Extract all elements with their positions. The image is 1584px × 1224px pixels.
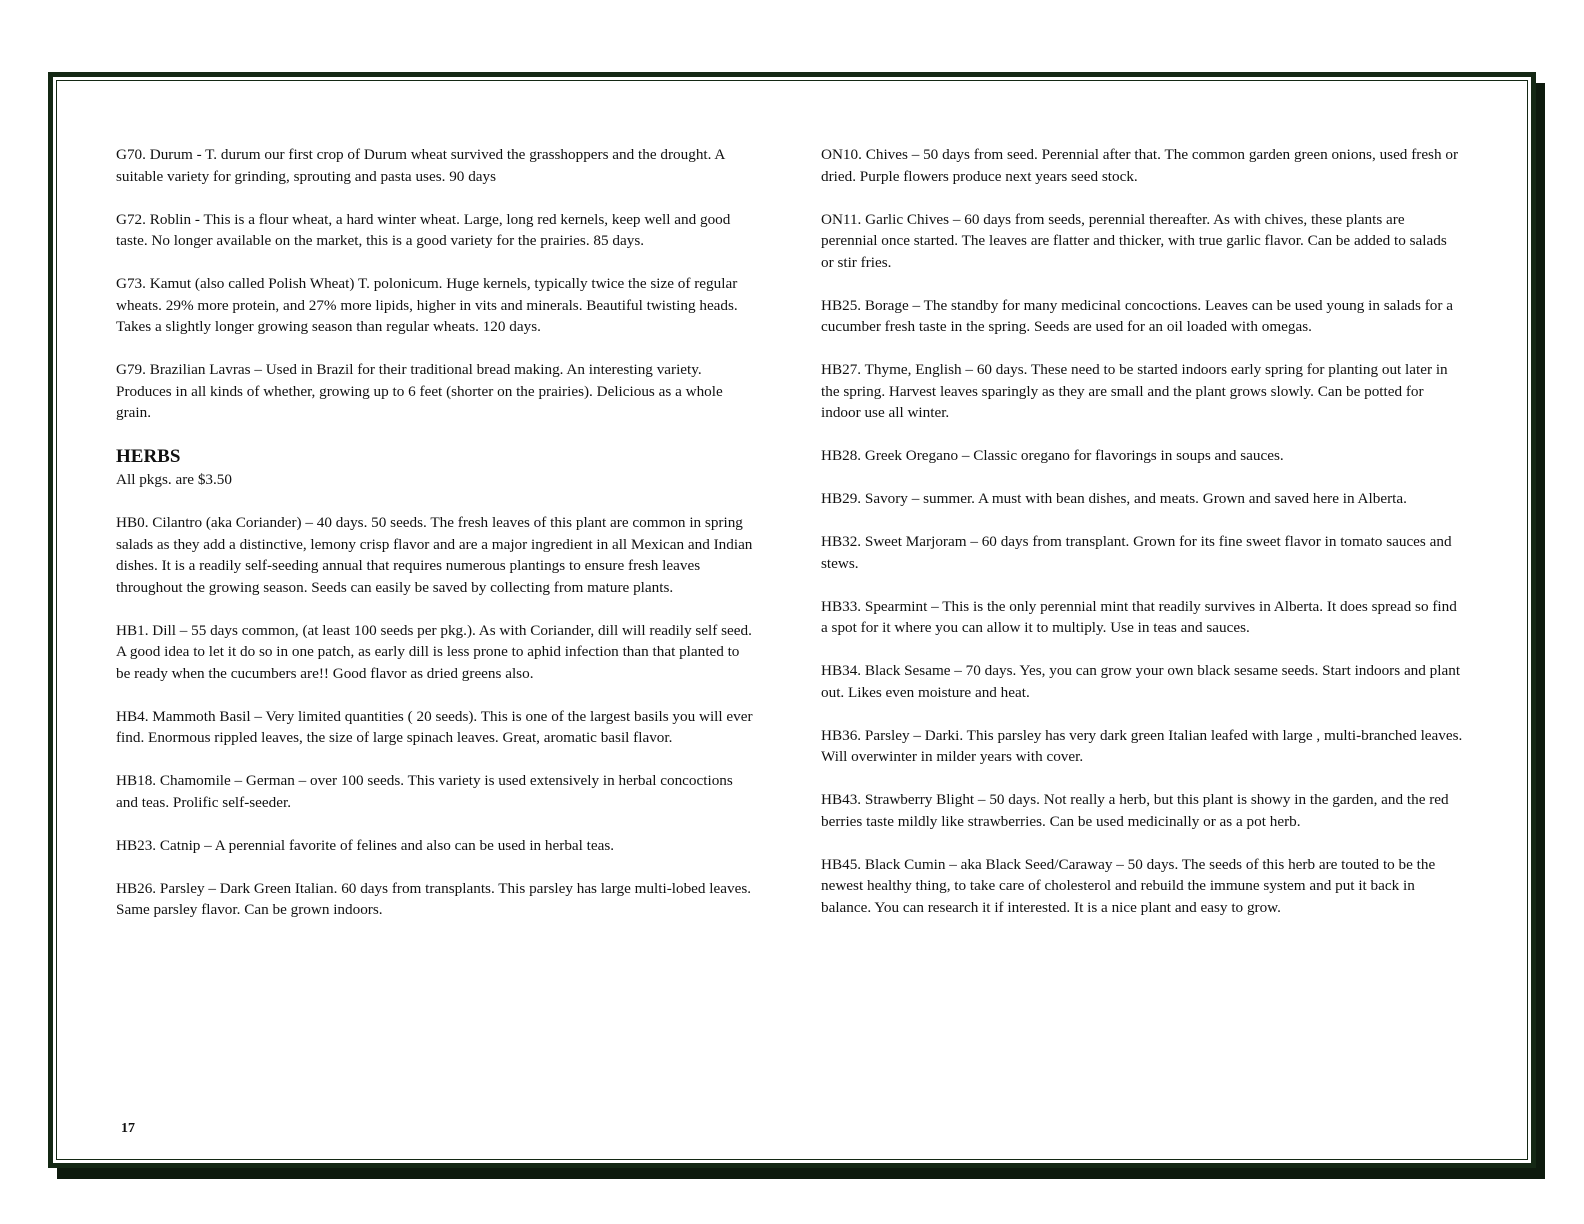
catalog-entry-hb4: HB4. Mammoth Basil – Very limited quantities ( 20 seeds). This is one of the largest basils you will ever find. Enormous rippled leaves, the size of large spinach leaves. Great, aromatic basil flavor. [116,707,753,746]
catalog-entry-g72: G72. Roblin - This is a flour wheat, a hard winter wheat. Large, long red kernels, keep well and good taste. No longer available on the market, this is a good variety for the prairies. 85 days. [116,210,731,249]
catalog-entry-hb29: HB29. Savory – summer. A must with bean dishes, and meats. Grown and saved here in Alberta. [821,490,1407,507]
catalog-entry-hb18: HB18. Chamomile – German – over 100 seeds. This variety is used extensively in herbal concoctions and teas. Prolific self-seeder. [116,772,733,811]
catalog-entry-hb25: HB25. Borage – The standby for many medicinal concoctions. Leaves can be used young in salads for a cucumber fresh taste in the spring. Seeds are used for an oil loaded with omegas. [821,296,1453,335]
catalog-entry-hb27: HB27. Thyme, English – 60 days. These need to be started indoors early spring for planting out later in the spring. Harvest leaves sparingly as they are small and the plant grows slowly. Can be potted for indoor use all winter. [821,361,1448,421]
catalog-entry-hb26: HB26. Parsley – Dark Green Italian. 60 days from transplants. This parsley has large multi-lobed leaves. Same parsley flavor. Can be grown indoors. [116,879,752,918]
catalog-entry-hb33: HB33. Spearmint – This is the only perennial mint that readily survives in Alberta. It does spread so find a spot for it where you can allow it to multiply. Use in teas and sauces. [821,597,1457,636]
catalog-entry-hb28: HB28. Greek Oregano – Classic oregano for flavorings in soups and sauces. [821,447,1284,464]
catalog-entry-hb45: HB45. Black Cumin – aka Black Seed/Caraway – 50 days. The seeds of this herb are touted to be the newest healthy thing, to take care of cholesterol and rebuild the immune system and put it back in balance. You can research it if interested. It is a nice plant and easy to grow. [821,855,1436,916]
catalog-entry-hb1: HB1. Dill – 55 days common, (at least 100 seeds per pkg.). As with Coriander, dill will readily self seed. A good idea to let it do so in one patch, as early dill is less prone to aphid infection than that planted to be ready when the cucumbers are!! Good flavor as dried greens also. [116,621,752,682]
catalog-entry-on11: ON11. Garlic Chives – 60 days from seeds, perennial thereafter. As with chives, these plants are perennial once started. The leaves are flatter and thicker, with true garlic flavor. Can be added to salads or stir fries. [821,210,1447,271]
right-column [821,144,1463,940]
catalog-entry-g73: G73. Kamut (also called Polish Wheat) T. polonicum. Huge kernels, typically twice the size of regular wheats. 29% more protein, and 27% more lipids, higher in vits and minerals. Beautiful twisting heads. Takes a slightly longer growing season than regular wheats. 120 days. [116,275,738,335]
catalog-entry-hb23: HB23. Catnip – A perennial favorite of felines and also can be used in herbal teas. [116,836,615,854]
catalog-entry-g79: G79. Brazilian Lavras – Used in Brazil for their traditional bread making. An interesting variety. Produces in all kinds of whether, growing up to 6 feet (shorter on the prairies). Delicious as a whole grain. [116,361,723,421]
catalog-entry-hb32: HB32. Sweet Marjoram – 60 days from transplant. Grown for its fine sweet flavor in tomato sauces and stews. [821,533,1452,572]
catalog-entry-on10: ON10. Chives – 50 days from seed. Perennial after that. The common garden green onions, used fresh or dried. Purple flowers produce next years seed stock. [821,146,1459,185]
catalog-entry-hb34: HB34. Black Sesame – 70 days. Yes, you can grow your own black sesame seeds. Start indoors and plant out. Likes even moisture and heat. [821,662,1461,701]
catalog-entry-hb36: HB36. Parsley – Darki. This parsley has very dark green Italian leafed with large , multi-branched leaves. Will overwinter in milder years with cover. [821,726,1463,765]
section-heading-herbs: HERBS [116,446,181,467]
catalog-entry-g70: G70. Durum - T. durum our first crop of Durum wheat survived the grasshoppers and the drought. A suitable variety for grinding, sprouting and pasta uses. 90 days [116,146,725,185]
catalog-entry-hb0: HB0. Cilantro (aka Coriander) – 40 days. 50 seeds. The fresh leaves of this plant are common in spring salads as they add a distinctive, lemony crisp flavor and are a major ingredient in all Mexican and Indian dishes. It is a readily self-seeding annual that requires numerous plantings to ensure fresh leaves throughout the growing season. Seeds can easily be saved by collecting from mature plants. [116,514,753,596]
section-price-note: All pkgs. are $3.50 [116,471,232,488]
left-column [116,144,756,942]
catalog-entry-hb43: HB43. Strawberry Blight – 50 days. Not really a herb, but this plant is showy in the garden, and the red berries taste mildly like strawberries. Can be used medicinally or as a pot herb. [821,791,1449,830]
page-number: 17 [121,1121,135,1134]
